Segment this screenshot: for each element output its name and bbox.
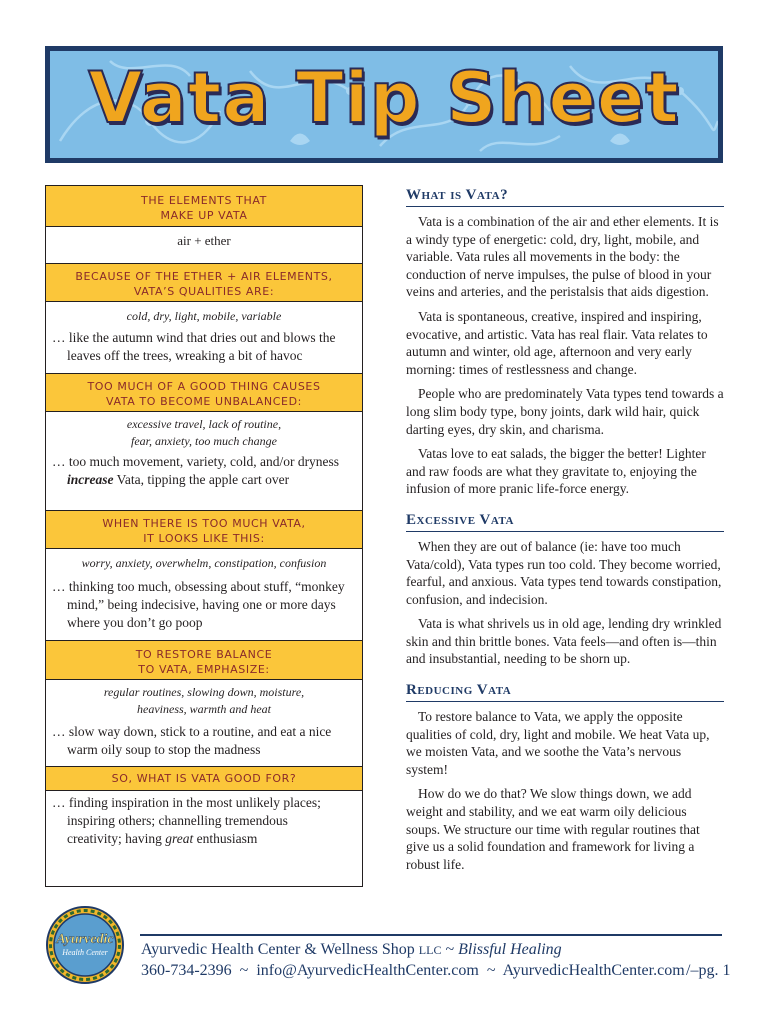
body-line: Vata, tipping the apple cart over (113, 472, 290, 487)
page-title: Vata Tip Sheet (88, 57, 680, 139)
body-line: … finding inspiration in the most unlikely places; (52, 795, 321, 810)
separator: ~ (445, 941, 455, 958)
company-name: Ayurvedic Health Center & Wellness Shop (141, 941, 415, 958)
header-line: TO VATA, EMPHASIZE: (138, 663, 270, 676)
paragraph: When they are out of balance (ie: have too much Vata/cold), Vata types run too cold. They become worried, fearful, and anxious. Vata types tend towards constipation, confusion, and indecision. (406, 538, 722, 607)
restore-methods (46, 680, 362, 723)
company-suffix: LLC (418, 943, 442, 957)
good-for-description (46, 791, 362, 848)
logo-wordmark: Ayurvedic (56, 932, 114, 947)
unbalanced-causes (46, 412, 362, 453)
header-line: TO RESTORE BALANCE (135, 648, 273, 661)
header-line: WHEN THERE IS TOO MUCH VATA, (102, 517, 306, 530)
section-header-unbalanced (46, 374, 362, 412)
symptoms-list: worry, anxiety, overwhelm, constipation, confusion (81, 556, 327, 570)
paragraph: Vata is what shrivels us in old age, lending dry wrinkled skin and thin brittle bones. Vata feels—and often is—thin and insubstantial, needing to be shorn up. (406, 616, 722, 667)
methods-line: heaviness, warmth and heat (137, 702, 271, 716)
body-line: where you don’t go poop (67, 615, 203, 630)
section-header-too-much (46, 511, 362, 549)
header-line: VATA’S QUALITIES ARE: (133, 285, 275, 298)
body-line: leaves off the trees, wreaking a bit of havoc (67, 348, 303, 363)
banner-background (50, 51, 718, 158)
qualities-list: cold, dry, light, mobile, variable (126, 309, 282, 323)
paragraph: To restore balance to Vata, we apply the opposite qualities of cold, dry, light and mobile. We heat Vata up, we moisten Vata, and we soothe the Vata’s nervous system! (406, 709, 710, 777)
qualities-description (46, 329, 362, 374)
body-line: … like the autumn wind that dries out and blows the (52, 330, 336, 345)
body-line: warm oily soup to stop the madness (67, 742, 261, 757)
body-line: enthusiasm (193, 831, 258, 846)
body-line: … too much movement, variety, cold, and/or dryness (52, 454, 340, 469)
causes-line: fear, anxiety, too much change (131, 434, 277, 448)
footer-divider (140, 934, 722, 936)
paragraph: How do we do that? We slow things down, we add weight and stability, and we eat warm oily delicious soups. We structure our time with regular routines that give us a solid foundation and framework for living a robust life. (406, 786, 700, 872)
section-header-good-for: SO, WHAT IS VATA GOOD FOR? (46, 767, 362, 791)
body-line: … thinking too much, obsessing about stuff, “monkey (52, 579, 345, 594)
body-line: mind,” being indecisive, having one or more days (67, 597, 336, 612)
article-column (406, 186, 724, 873)
emphasis-increase: increase (67, 472, 114, 487)
body-line: … slow way down, stick to a routine, and eat a nice (52, 724, 332, 739)
paragraph: Vata is spontaneous, creative, inspired and inspiring, evocative, and artistic. Vata has real flair. Vata relates to autumn and winter, old age, afternoon and very early morning: times of restlessness and change. (406, 308, 708, 377)
page-number: /–pg. 1 (686, 962, 731, 979)
footer-company-line (141, 941, 562, 959)
section-header-elements (46, 186, 362, 227)
title-banner (45, 46, 723, 163)
heading-what-is-vata: What is Vata? (406, 187, 724, 207)
body-line: inspiring others; channelling tremendous (67, 813, 288, 828)
heading-excessive-vata: Excessive Vata (406, 512, 724, 532)
paragraph: People who are predominately Vata types tend towards a long slim body type, bony joints, dark wild hair, quick darting eyes, dry skin, and charisma. (406, 386, 724, 437)
ayurvedic-logo (45, 905, 125, 985)
emphasis-great: great (165, 831, 194, 846)
header-line: MAKE UP VATA (160, 209, 248, 222)
paragraph: Vatas love to eat salads, the bigger the better! Lighter and raw foods are what they gravitate to, enjoying the infusion of more pranic life-force energy. (406, 446, 706, 497)
section-header-qualities (46, 264, 362, 302)
header-line: BECAUSE OF THE ETHER + AIR ELEMENTS, (75, 270, 333, 283)
symptoms-description (46, 578, 362, 641)
methods-line: regular routines, slowing down, moisture, (103, 685, 305, 699)
paragraph: Vata is a combination of the air and ether elements. It is a windy type of energetic: cold, dry, light, mobile, and variable. Vata rules all movements in the body: the conduction of nerve impulses, the pulse of blood in your veins and arteries, and the peristalsis that aids digestion. (406, 214, 719, 300)
header-line: VATA TO BECOME UNBALANCED: (106, 395, 302, 408)
logo-subtext: Health Center (62, 948, 108, 957)
unbalanced-description (46, 453, 362, 511)
footer-contact: 360-734-2396 ~ info@AyurvedicHealthCenter.com ~ AyurvedicHealthCenter.com (141, 962, 685, 979)
body-line: creativity; having (67, 831, 166, 846)
restore-description (46, 723, 362, 767)
elements-value: air + ether (46, 227, 362, 264)
header-line: THE ELEMENTS THAT (141, 194, 267, 207)
header-line: IT LOOKS LIKE THIS: (143, 532, 265, 545)
header-line: TOO MUCH OF A GOOD THING CAUSES (87, 380, 321, 393)
vata-summary-box (45, 185, 363, 887)
tagline: Blissful Healing (458, 941, 562, 958)
heading-reducing-vata: Reducing Vata (406, 682, 724, 702)
causes-line: excessive travel, lack of routine, (126, 417, 282, 431)
section-header-restore (46, 641, 362, 680)
